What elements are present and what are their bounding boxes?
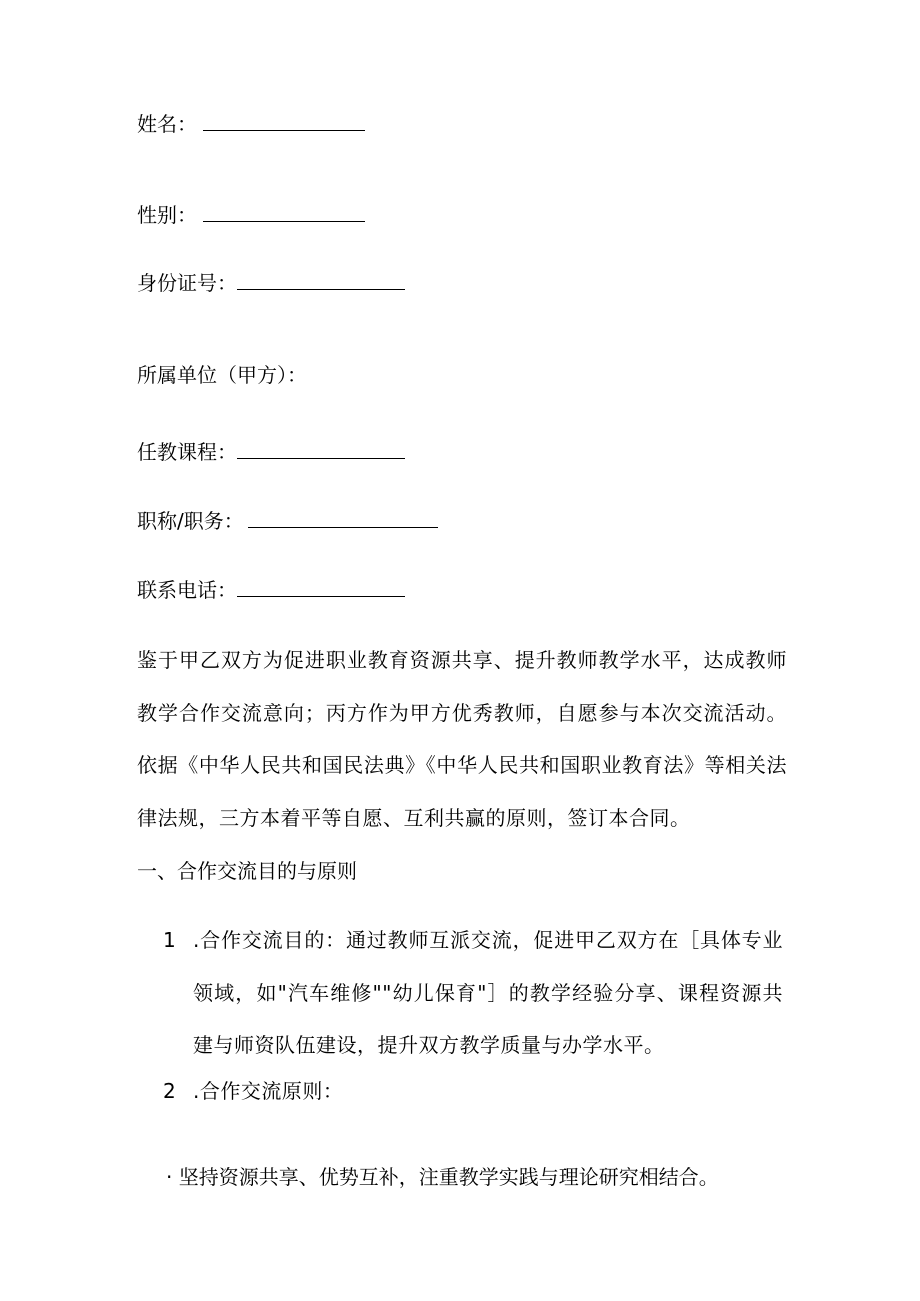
phone-field bbox=[137, 578, 405, 602]
id-number-blank[interactable] bbox=[237, 271, 405, 290]
preamble-paragraph: 鉴于甲乙双方为促进职业教育资源共享、提升教师教学水平，达成教师教学合作交流意向；丙方作为甲方优秀教师，自愿参与本次交流活动。依据《中华人民共和国民法典》《中华人民共和国职业教育法》等相关法律法规，三方本着平等自愿、互利共赢的原则，签订本合同。 bbox=[137, 648, 787, 830]
phone-blank[interactable] bbox=[237, 578, 405, 597]
course-label: 任教课程： bbox=[137, 440, 237, 464]
name-field bbox=[137, 112, 365, 136]
section-heading: 一、合作交流目的与原则 bbox=[137, 859, 357, 883]
bullet-mark: · bbox=[166, 1165, 173, 1189]
unit-label: 所属单位（甲方）： bbox=[137, 363, 307, 387]
course-field bbox=[137, 440, 405, 464]
course-blank[interactable] bbox=[237, 440, 405, 459]
item-1-text: .合作交流目的：通过教师互派交流，促进甲乙双方在［具体专业领域，如"汽车维修""幼儿保育"］的教学经验分享、课程资源共建与师资队伍建设，提升双方教学质量与办学水平。 bbox=[193, 928, 783, 1057]
gender-blank[interactable] bbox=[203, 203, 365, 222]
unit-field bbox=[137, 363, 307, 387]
item-2-text: .合作交流原则： bbox=[193, 1079, 344, 1103]
bullet-item bbox=[166, 1165, 719, 1189]
id-number-label: 身份证号： bbox=[137, 271, 237, 295]
item-2-number: 2 bbox=[163, 1079, 176, 1103]
name-blank[interactable] bbox=[203, 112, 365, 131]
item-1-number: 1 bbox=[163, 928, 176, 952]
gender-label: 性别： bbox=[137, 203, 197, 227]
title-blank[interactable] bbox=[248, 509, 438, 528]
title-label: 职称/职务： bbox=[137, 509, 244, 533]
id-number-field bbox=[137, 271, 405, 295]
title-field bbox=[137, 509, 438, 533]
gender-field bbox=[137, 203, 365, 227]
name-label: 姓名： bbox=[137, 112, 197, 136]
phone-label: 联系电话： bbox=[137, 578, 237, 602]
bullet-text: 坚持资源共享、优势互补，注重教学实践与理论研究相结合。 bbox=[178, 1165, 719, 1189]
